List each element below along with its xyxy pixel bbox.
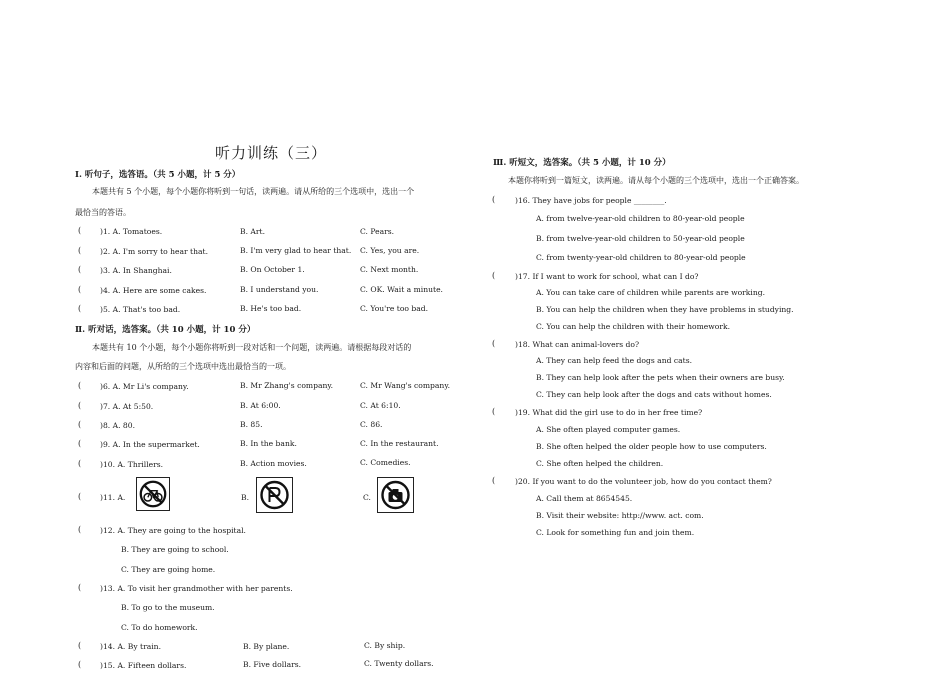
- option-b: B. Art.: [240, 227, 265, 236]
- question-stem: )17. If I want to work for school, what can I do?: [515, 272, 699, 281]
- option-c: C. By ship.: [364, 641, 406, 650]
- no-photography-sign-icon[interactable]: [377, 477, 414, 513]
- option-b: B. To go to the museum.: [121, 603, 215, 612]
- question-stem: )18. What can animal-lovers do?: [515, 340, 640, 349]
- option-c: C. Look for something fun and join them.: [536, 528, 695, 537]
- answer-blank[interactable]: (: [78, 420, 82, 429]
- answer-blank[interactable]: (: [78, 459, 82, 468]
- option-b: B. Five dollars.: [243, 660, 302, 669]
- answer-blank[interactable]: (: [492, 339, 496, 348]
- option-c: C. Yes, you are.: [360, 246, 420, 255]
- option-b: B. On October 1.: [240, 265, 305, 274]
- answer-blank[interactable]: (: [78, 492, 82, 501]
- answer-blank[interactable]: (: [492, 271, 496, 280]
- option-a: )15. A. Fifteen dollars.: [100, 661, 187, 670]
- option-b: B. She often helped the older people how to use computers.: [536, 442, 767, 451]
- option-a: )9. A. In the supermarket.: [100, 440, 200, 449]
- part1-instructions-line1: 本题共有 5 个小题，每个小题你将听到一句话，读两遍。请从所给的三个选项中，选出一个: [92, 187, 415, 196]
- part1-heading: Ⅰ. 听句子，选答语。（共 5 小题，计 5 分）: [75, 170, 241, 180]
- option-c: C. Pears.: [360, 227, 395, 236]
- option-a: A. She often played computer games.: [536, 425, 681, 434]
- option-b: B. Visit their website: http://www. act. com.: [536, 511, 704, 520]
- no-bicycle-sign-icon[interactable]: [136, 477, 170, 511]
- answer-blank[interactable]: (: [78, 246, 82, 255]
- answer-blank[interactable]: (: [78, 641, 82, 650]
- option-c: C. In the restaurant.: [360, 439, 439, 448]
- option-c: C. Mr Wang's company.: [360, 381, 451, 390]
- option-b: B. Action movies.: [240, 459, 307, 468]
- part3-instructions: 本题你将听到一篇短文，读两遍。请从每个小题的三个选项中，选出一个正确答案。: [508, 176, 804, 185]
- option-a: )14. A. By train.: [100, 642, 161, 651]
- option-c: C. from twenty-year-old children to 80-year-old people: [536, 253, 746, 262]
- option-a: )8. A. 80.: [100, 421, 136, 430]
- option-b: B. I'm very glad to hear that.: [240, 246, 352, 255]
- answer-blank[interactable]: (: [78, 265, 82, 274]
- option-c: C.: [363, 493, 371, 502]
- option-b: B. I understand you.: [240, 285, 319, 294]
- option-a: )2. A. I'm sorry to hear that.: [100, 247, 208, 256]
- answer-blank[interactable]: (: [78, 226, 82, 235]
- option-c: C. Comedies.: [360, 458, 411, 467]
- question-stem: )20. If you want to do the volunteer job, how do you contact them?: [515, 477, 772, 486]
- option-a: A. from twelve-year-old children to 80-year-old people: [536, 214, 745, 223]
- no-parking-sign-icon[interactable]: [256, 477, 293, 513]
- option-c: C. To do homework.: [121, 623, 198, 632]
- option-b: B. At 6:00.: [240, 401, 281, 410]
- option-a: )5. A. That's too bad.: [100, 305, 181, 314]
- option-a: )10. A. Thrillers.: [100, 460, 164, 469]
- answer-blank[interactable]: (: [78, 304, 82, 313]
- option-c: C. They can help look after the dogs and cats without homes.: [536, 390, 772, 399]
- part3-heading: Ⅲ. 听短文，选答案。（共 5 小题，计 10 分）: [493, 158, 671, 168]
- page-title: 听力训练（三）: [215, 144, 328, 162]
- option-b: B. By plane.: [243, 642, 290, 651]
- option-c: C. You can help the children with their homework.: [536, 322, 730, 331]
- option-c: C. You're too bad.: [360, 304, 429, 313]
- option-a: A. They can help feed the dogs and cats.: [536, 356, 693, 365]
- option-b: B. They are going to school.: [121, 545, 229, 554]
- option-a: )1. A. Tomatoes.: [100, 227, 163, 236]
- part2-heading: Ⅱ. 听对话，选答案。（共 10 小题，计 10 分）: [75, 325, 256, 335]
- question-stem: )19. What did the girl use to do in her free time?: [515, 408, 703, 417]
- option-b: B. Mr Zhang's company.: [240, 381, 334, 390]
- answer-blank[interactable]: (: [78, 381, 82, 390]
- answer-blank[interactable]: (: [492, 407, 496, 416]
- option-b: B. You can help the children when they have problems in studying.: [536, 305, 794, 314]
- option-a: A. You can take care of children while parents are working.: [536, 288, 766, 297]
- answer-blank[interactable]: (: [492, 195, 496, 204]
- option-b: B. He's too bad.: [240, 304, 302, 313]
- option-b: B.: [241, 493, 249, 502]
- answer-blank[interactable]: (: [78, 525, 82, 534]
- option-c: C. Next month.: [360, 265, 419, 274]
- option-a: )13. A. To visit her grandmother with her parents.: [100, 584, 293, 593]
- option-b: B. from twelve-year-old children to 50-year-old people: [536, 234, 745, 243]
- option-a: )4. A. Here are some cakes.: [100, 286, 207, 295]
- answer-blank[interactable]: (: [78, 285, 82, 294]
- answer-blank[interactable]: (: [78, 660, 82, 669]
- option-b: B. In the bank.: [240, 439, 297, 448]
- option-c: C. They are going home.: [121, 565, 216, 574]
- option-c: C. 86.: [360, 420, 383, 429]
- option-a: )7. A. At 5:50.: [100, 402, 154, 411]
- answer-blank[interactable]: (: [78, 401, 82, 410]
- option-b: B. They can help look after the pets when their owners are busy.: [536, 373, 785, 382]
- option-a: A. Call them at 8654545.: [536, 494, 633, 503]
- answer-blank[interactable]: (: [78, 583, 82, 592]
- part2-instructions-line2: 内容和后面的问题，从所给的三个选项中选出最恰当的一项。: [75, 362, 291, 371]
- option-c: C. At 6:10.: [360, 401, 401, 410]
- option-c: C. OK. Wait a minute.: [360, 285, 443, 294]
- option-b: B. 85.: [240, 420, 263, 429]
- option-a: )3. A. In Shanghai.: [100, 266, 172, 275]
- answer-blank[interactable]: (: [78, 439, 82, 448]
- part1-instructions-line2: 最恰当的答语。: [75, 208, 131, 217]
- part2-instructions-line1: 本题共有 10 个小题，每个小题你将听到一段对话和一个问题，读两遍。请根据每段对话的: [92, 343, 412, 352]
- option-c: C. Twenty dollars.: [364, 659, 434, 668]
- option-c: C. She often helped the children.: [536, 459, 664, 468]
- question-stem: )16. They have jobs for people ________.: [515, 196, 667, 205]
- answer-blank[interactable]: (: [492, 476, 496, 485]
- option-a: )11. A.: [100, 493, 126, 502]
- option-a: )12. A. They are going to the hospital.: [100, 526, 246, 535]
- option-a: )6. A. Mr Li's company.: [100, 382, 189, 391]
